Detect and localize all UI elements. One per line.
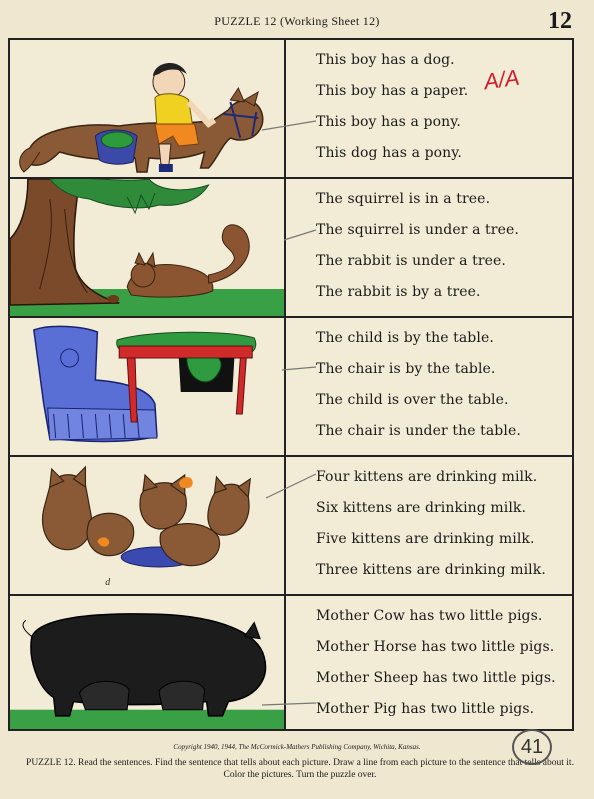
kittens-drinking-milk-picture [10,457,286,594]
sentence[interactable]: The squirrel is in a tree. [316,191,491,207]
sentence[interactable]: This boy has a paper. [316,83,469,99]
puzzle-row-5 [10,596,572,729]
sentence-group-1 [286,40,572,177]
sentence[interactable]: The child is over the table. [316,392,509,408]
svg-text:d: d [105,576,111,589]
sentence[interactable]: Four kittens are drinking milk. [316,469,538,485]
sentence[interactable]: This boy has a pony. [316,114,461,130]
sentence[interactable]: The chair is by the table. [316,361,496,377]
sentence[interactable]: Five kittens are drinking milk. [316,531,535,547]
sentence[interactable]: This dog has a pony. [316,145,462,161]
sentence[interactable]: Mother Horse has two little pigs. [316,639,555,655]
sentence[interactable]: The rabbit is by a tree. [316,284,481,300]
sentence[interactable]: Three kittens are drinking milk. [316,562,546,578]
sentence[interactable]: The squirrel is under a tree. [316,222,519,238]
squirrel-under-tree-picture [10,179,286,316]
puzzle-row-4 [10,457,572,596]
sentence[interactable]: Mother Sheep has two little pigs. [316,670,556,686]
sentence[interactable]: Six kittens are drinking milk. [316,500,527,516]
sentence-group-5 [286,596,572,729]
sentence[interactable]: The rabbit is under a tree. [316,253,506,269]
page-number: 12 [548,8,572,34]
sentence-group-4 [286,457,572,594]
instructions: PUZZLE 12. Read the sentences. Find the sentence that tells about each picture. Draw a line from each picture to the sentence that tells about it. Color the pictures. Turn the puzzle over. [26,758,574,780]
grade-mark: A/A [482,64,521,95]
boy-on-pony-picture [10,40,286,177]
copyright-line: Copyright 1940, 1944, The McCormick-Mathers Publishing Company, Wichita, Kansas. [173,743,421,751]
puzzle-row-1 [10,40,572,179]
sentence[interactable]: The child is by the table. [316,330,494,346]
circled-number: 41 [512,729,552,765]
sentence[interactable]: This boy has a dog. [316,52,455,68]
sentence-group-2 [286,179,572,316]
sentence[interactable]: Mother Cow has two little pigs. [316,608,543,624]
page-title: PUZZLE 12 (Working Sheet 12) [214,14,380,28]
puzzle-sheet [8,38,574,731]
sentence-group-3 [286,318,572,455]
puzzle-row-3 [10,318,572,457]
sentence[interactable]: Mother Pig has two little pigs. [316,701,535,717]
chair-and-table-picture [10,318,286,455]
sentence[interactable]: The chair is under the table. [316,423,521,439]
puzzle-row-2 [10,179,572,318]
pig-with-piglets-picture [10,596,286,729]
